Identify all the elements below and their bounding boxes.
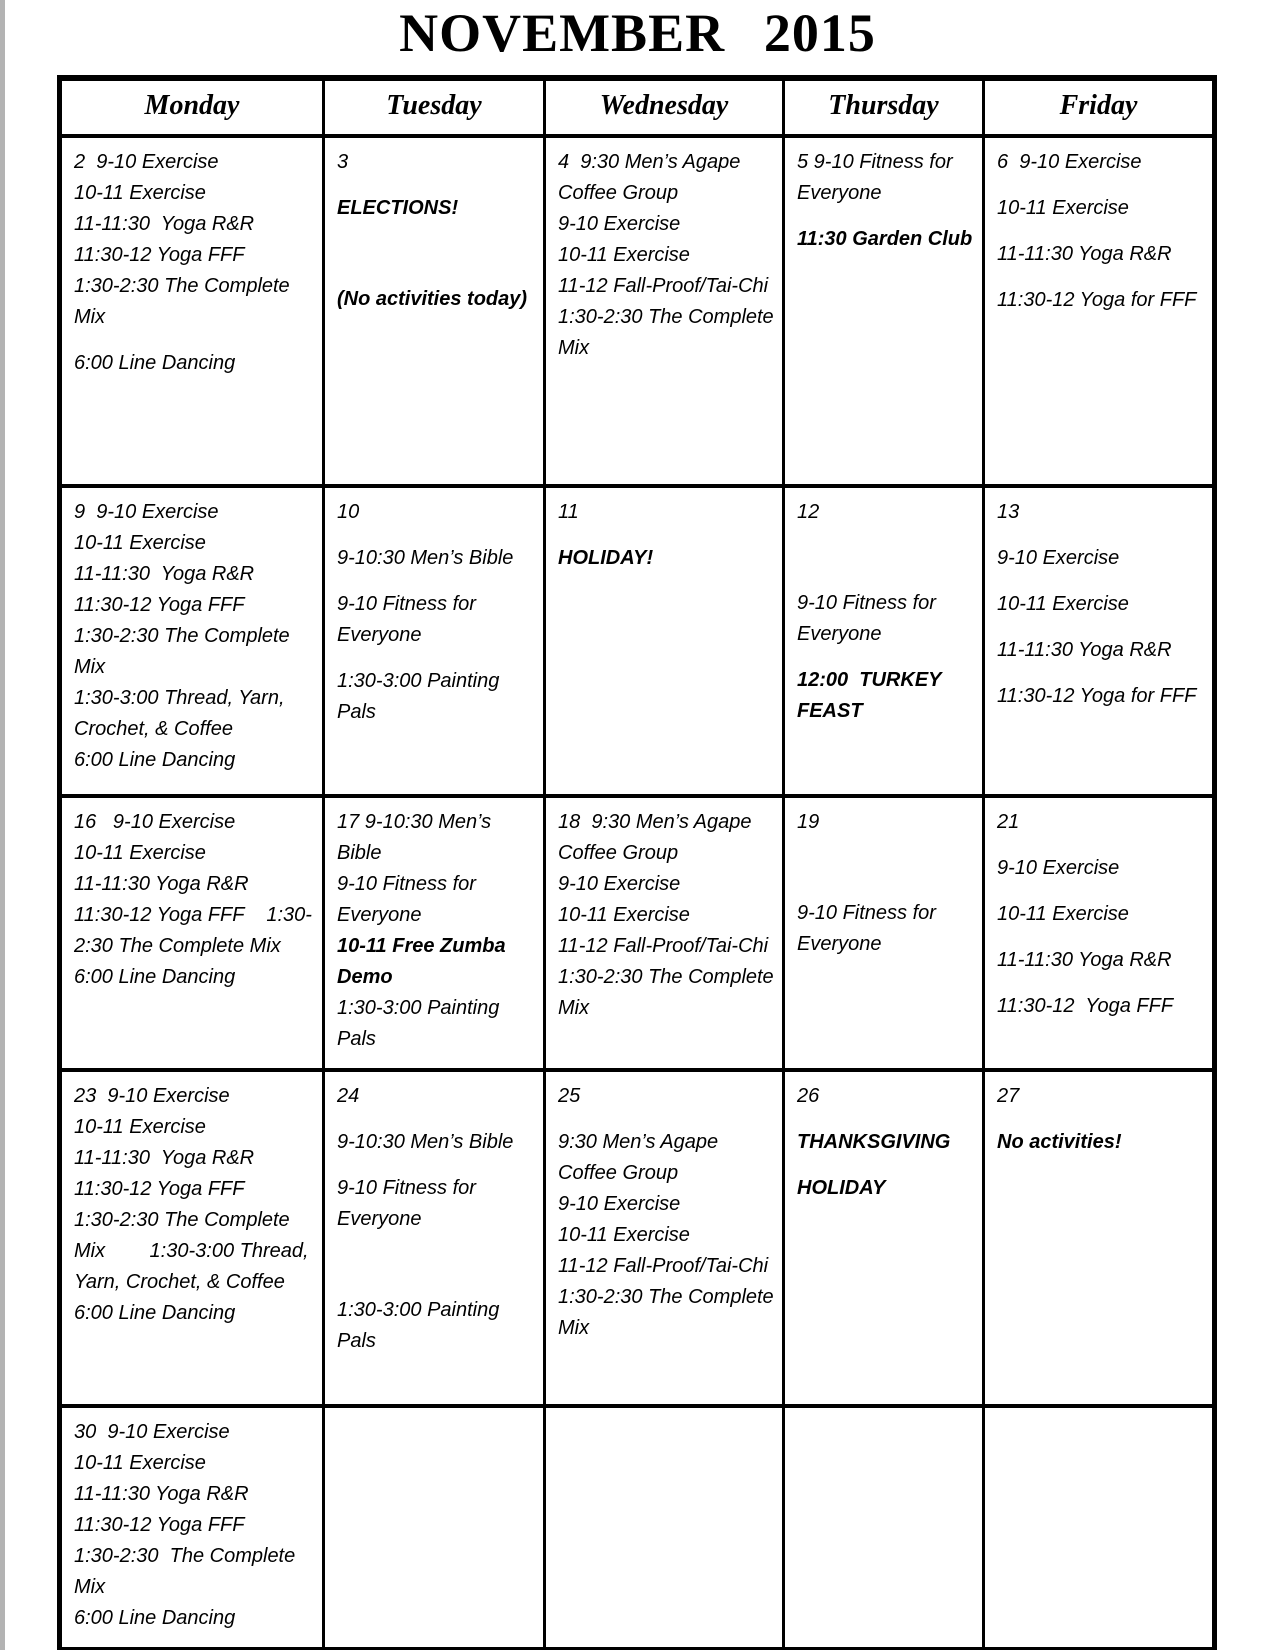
event-text: 30 9-10 Exercise xyxy=(74,1421,230,1443)
event-text: 9-10 Fitness for Everyone xyxy=(337,593,482,646)
weekday-header-friday: Friday xyxy=(984,78,1215,136)
event-text-highlight: THANKSGIVING xyxy=(797,1131,951,1153)
event-text: 10-11 Exercise xyxy=(997,197,1129,219)
weekday-header-wednesday: Wednesday xyxy=(545,78,784,136)
event-text: 21 xyxy=(997,811,1020,833)
weekday-header-tuesday: Tuesday xyxy=(324,78,545,136)
event-text: 10-11 Exercise xyxy=(74,1116,206,1138)
event-text: 10-11 Exercise xyxy=(74,1452,206,1474)
event-text: 11-11:30 Yoga R&R xyxy=(74,1483,249,1505)
day-cell-26 xyxy=(784,1070,984,1406)
event-text: 2 9-10 Exercise xyxy=(74,151,219,173)
event-text: 12 xyxy=(797,501,820,523)
week-row-1 xyxy=(60,136,1215,486)
day-cell-18 xyxy=(545,796,784,1070)
day-cell-30 xyxy=(60,1406,324,1649)
event-text: 6 9-10 Exercise xyxy=(997,151,1142,173)
week-row-5 xyxy=(60,1406,1215,1649)
event-text: 23 9-10 Exercise xyxy=(74,1085,230,1107)
event-text: 1:30-3:00 Painting Pals xyxy=(337,1299,505,1352)
event-text: 11-11:30 Yoga R&R xyxy=(997,949,1172,971)
event-text: 9-10 Exercise xyxy=(997,857,1120,879)
day-cell-9 xyxy=(60,486,324,796)
day-cell-16 xyxy=(60,796,324,1070)
event-text: 10-11 Exercise xyxy=(74,182,206,204)
event-text: 19 xyxy=(797,811,820,833)
day-cell-5 xyxy=(784,136,984,486)
empty-day-cell xyxy=(784,1406,984,1649)
event-text: 11 xyxy=(558,501,579,523)
event-text: 11-11:30 Yoga R&R xyxy=(997,639,1172,661)
event-text: 11:30-12 Yoga for FFF xyxy=(997,289,1197,311)
day-cell-27 xyxy=(984,1070,1215,1406)
day-cell-23 xyxy=(60,1070,324,1406)
page-title: NOVEMBER 2015 xyxy=(399,3,876,63)
event-text: 5 9-10 Fitness for Everyone xyxy=(797,151,959,204)
week-row-3 xyxy=(60,796,1215,1070)
event-text: 10-11 Exercise xyxy=(74,532,206,554)
day-cell-25 xyxy=(545,1070,784,1406)
empty-day-cell xyxy=(984,1406,1215,1649)
event-text: 3 xyxy=(337,151,349,173)
week-row-2 xyxy=(60,486,1215,796)
day-cell-17 xyxy=(324,796,545,1070)
event-text: 17 9-10:30 Men’s Bible xyxy=(337,811,497,864)
event-text: 9-10 Exercise xyxy=(558,873,681,895)
calendar-table xyxy=(57,75,1217,1650)
event-text: 10-11 Exercise xyxy=(997,903,1129,925)
event-text: 9-10:30 Men’s Bible xyxy=(337,1131,514,1153)
event-text: 11:30-12 Yoga FFF xyxy=(74,244,245,266)
day-cell-4 xyxy=(545,136,784,486)
event-text: 4 9:30 Men’s Agape Coffee Group xyxy=(558,151,746,204)
event-text: 1:30-2:30 The Complete Mix xyxy=(558,306,780,359)
empty-day-cell xyxy=(545,1406,784,1649)
day-cell-21 xyxy=(984,796,1215,1070)
event-text: 6:00 Line Dancing xyxy=(74,749,236,771)
event-text: 24 xyxy=(337,1085,360,1107)
event-text: 10-11 Exercise xyxy=(74,842,206,864)
event-text: 1:30-2:30 The Complete Mix xyxy=(74,1545,301,1598)
event-text: 9:30 Men’s Agape Coffee Group xyxy=(558,1131,724,1184)
event-text: 11:30-12 Yoga FFF xyxy=(997,995,1174,1017)
event-text: 11-11:30 Yoga R&R xyxy=(997,243,1172,265)
calendar-body xyxy=(60,136,1215,1649)
event-text: 11-11:30 Yoga R&R xyxy=(74,213,255,235)
event-text: 6:00 Line Dancing xyxy=(74,966,236,988)
event-text: 11:30-12 Yoga for FFF xyxy=(997,685,1197,707)
day-cell-12 xyxy=(784,486,984,796)
event-text-highlight: HOLIDAY xyxy=(797,1177,886,1199)
event-text: 6:00 Line Dancing xyxy=(74,1607,236,1629)
event-text: 11-12 Fall-Proof/Tai-Chi xyxy=(558,935,769,957)
event-text: 11-11:30 Yoga R&R xyxy=(74,873,249,895)
event-text-highlight: (No activities today) xyxy=(337,288,528,310)
event-text: 9-10 Exercise xyxy=(997,547,1120,569)
weekday-header-thursday: Thursday xyxy=(784,78,984,136)
scan-edge-artifact xyxy=(0,0,5,1650)
event-text: 1:30-3:00 Thread, Yarn, Crochet, & Coffee xyxy=(74,687,291,740)
event-text: 10-11 Exercise xyxy=(558,904,690,926)
event-text: 26 xyxy=(797,1085,820,1107)
event-text: 18 9:30 Men’s Agape Coffee Group xyxy=(558,811,758,864)
event-text: 13 xyxy=(997,501,1020,523)
event-text-highlight: HOLIDAY! xyxy=(558,547,654,569)
event-text: 1:30-3:00 Painting Pals xyxy=(337,997,505,1050)
day-cell-19 xyxy=(784,796,984,1070)
event-text: 11:30-12 Yoga FFF xyxy=(74,1514,245,1536)
event-text: 1:30-2:30 The Complete Mix xyxy=(558,966,780,1019)
event-text-highlight: 10-11 Free Zumba Demo xyxy=(337,935,512,988)
weekday-header-row xyxy=(60,78,1215,136)
event-text-highlight: No activities! xyxy=(997,1131,1122,1153)
weekday-header-monday: Monday xyxy=(60,78,324,136)
event-text: 10-11 Exercise xyxy=(558,1224,690,1246)
day-cell-24 xyxy=(324,1070,545,1406)
event-text: 1:30-2:30 The Complete Mix xyxy=(74,275,296,328)
week-row-4 xyxy=(60,1070,1215,1406)
day-cell-2 xyxy=(60,136,324,486)
event-text: 9-10 Fitness for Everyone xyxy=(797,902,942,955)
event-text: 10-11 Exercise xyxy=(997,593,1129,615)
day-cell-3 xyxy=(324,136,545,486)
event-text: 11:30-12 Yoga FFF 1:30-2:30 The Complete Mix xyxy=(74,904,312,957)
event-text: 9-10:30 Men’s Bible xyxy=(337,547,514,569)
event-text: 25 xyxy=(558,1085,581,1107)
event-text: 11-11:30 Yoga R&R xyxy=(74,563,255,585)
day-cell-13 xyxy=(984,486,1215,796)
event-text: 11-11:30 Yoga R&R xyxy=(74,1147,255,1169)
event-text: 9-10 Fitness for Everyone xyxy=(337,873,482,926)
event-text: 9-10 Fitness for Everyone xyxy=(797,592,942,645)
event-text: 27 xyxy=(997,1085,1020,1107)
event-text: 10 xyxy=(337,501,360,523)
day-cell-10 xyxy=(324,486,545,796)
empty-day-cell xyxy=(324,1406,545,1649)
event-text-highlight: ELECTIONS! xyxy=(337,197,459,219)
event-text-highlight: 11:30 Garden Club xyxy=(797,228,973,250)
event-text: 1:30-3:00 Painting Pals xyxy=(337,670,505,723)
event-text: 11:30-12 Yoga FFF xyxy=(74,594,245,616)
event-text: 11:30-12 Yoga FFF xyxy=(74,1178,245,1200)
event-text: 10-11 Exercise xyxy=(558,244,690,266)
event-text: 1:30-2:30 The Complete Mix xyxy=(74,625,296,678)
day-cell-6 xyxy=(984,136,1215,486)
event-text: 16 9-10 Exercise xyxy=(74,811,236,833)
event-text: 1:30-2:30 The Complete Mix 1:30-3:00 Thread, Yarn, Crochet, & Coffee 6:00 Line Dancing xyxy=(74,1209,324,1324)
event-text: 6:00 Line Dancing xyxy=(74,352,236,374)
event-text: 9-10 Fitness for Everyone xyxy=(337,1177,482,1230)
event-text: 9 9-10 Exercise xyxy=(74,501,219,523)
event-text-highlight: 12:00 TURKEY FEAST xyxy=(797,669,947,722)
event-text: 11-12 Fall-Proof/Tai-Chi xyxy=(558,1255,769,1277)
event-text: 9-10 Exercise xyxy=(558,213,681,235)
day-cell-11 xyxy=(545,486,784,796)
event-text: 9-10 Exercise xyxy=(558,1193,681,1215)
event-text: 11-12 Fall-Proof/Tai-Chi xyxy=(558,275,769,297)
event-text: 1:30-2:30 The Complete Mix xyxy=(558,1286,780,1339)
